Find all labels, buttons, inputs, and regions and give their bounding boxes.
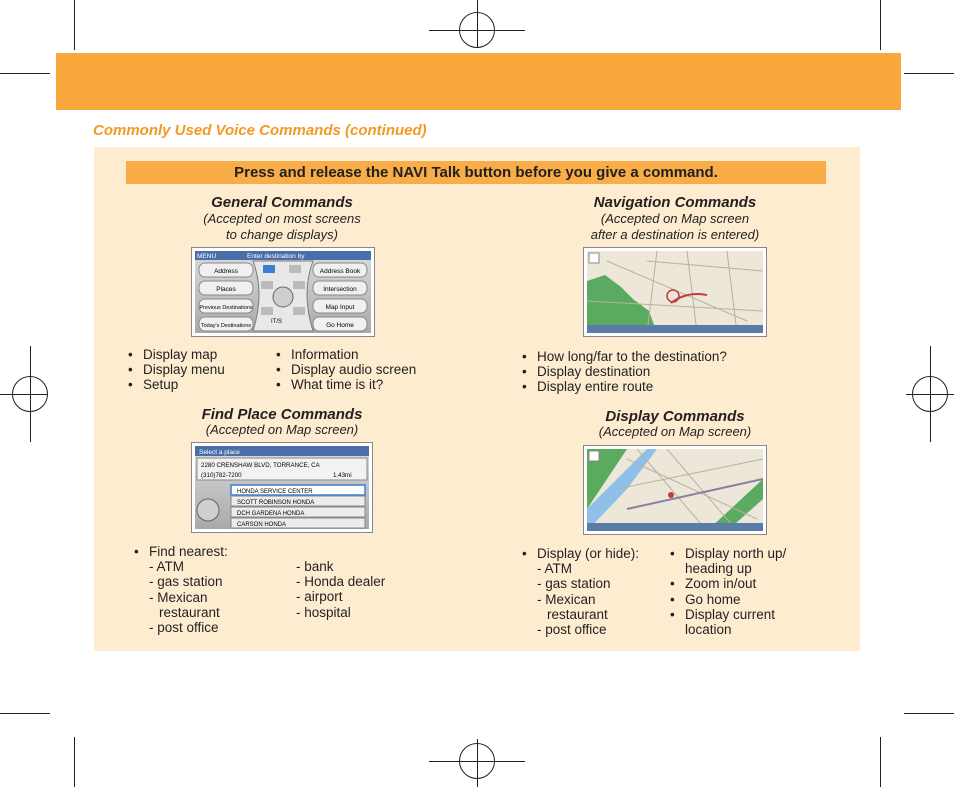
display-commands-list-left <box>522 546 662 637</box>
general-commands-title: General Commands <box>211 194 353 211</box>
navigation-commands-subtitle <box>555 211 795 243</box>
screen-prompt: Enter destination by <box>247 253 305 260</box>
list-item-text: location <box>685 622 732 638</box>
find-place-screen-illustration <box>195 446 369 529</box>
notice-bar: Press and release the NAVI Talk button before you give a command. <box>126 161 826 184</box>
list-subitem: - bank <box>296 559 334 574</box>
list-item-text: heading up <box>685 561 752 577</box>
crop-mark <box>904 73 954 74</box>
screen-button: Address <box>214 268 238 275</box>
list-item-text: Display north up/ <box>685 546 787 561</box>
crop-mark <box>880 0 881 50</box>
subtitle-line: to change displays) <box>225 227 338 242</box>
subtitle-line: after a destination is entered) <box>590 227 760 242</box>
display-map-illustration <box>587 449 763 531</box>
screen-list-item: HONDA SERVICE CENTER <box>237 489 313 495</box>
display-commands-list-right <box>670 546 820 637</box>
list-subitem: - gas station <box>537 576 611 592</box>
screen-distance: 1.43mi <box>333 472 352 479</box>
list-subitem: restaurant <box>159 604 220 620</box>
navigation-map-image <box>584 248 766 336</box>
header-banner <box>56 53 901 110</box>
list-item: • Display (or hide): <box>522 546 662 561</box>
crop-mark <box>0 73 50 74</box>
list-item: • Find nearest: <box>134 544 284 559</box>
screen-button: Previous Destinations <box>199 305 253 311</box>
general-commands-list-right <box>276 347 456 393</box>
list-subitem: - Mexican <box>537 591 596 607</box>
screen-button: Places <box>216 286 236 293</box>
list-subitem: - ATM <box>537 561 572 577</box>
list-subitem: - Honda dealer <box>296 574 386 590</box>
find-place-commands-title: Find Place Commands <box>201 406 363 423</box>
list-item <box>670 607 820 637</box>
crop-mark <box>74 737 75 787</box>
crop-mark <box>74 0 75 50</box>
list-subitem: - ATM <box>149 559 184 575</box>
list-item-text: Zoom in/out <box>685 576 757 592</box>
list-subitem: - post office <box>537 622 607 638</box>
screen-list-item: SCOTT ROBINSON HONDA <box>237 500 315 506</box>
section-title: Commonly Used Voice Commands (continued) <box>93 122 427 139</box>
subtitle-line: (Accepted on most screens <box>203 211 361 226</box>
list-item: • Display destination <box>522 364 782 379</box>
list-subitem: - hospital <box>296 604 351 620</box>
display-commands-subtitle: (Accepted on Map screen) <box>598 424 752 439</box>
list-item <box>670 576 820 591</box>
list-item: • Setup <box>128 377 268 392</box>
crop-mark <box>904 713 954 714</box>
screen-button: Intersection <box>323 286 357 293</box>
list-item: • Display map <box>128 347 268 362</box>
crop-mark <box>0 713 50 714</box>
list-item: • Information <box>276 347 456 362</box>
menu-screen-image <box>192 248 374 336</box>
list-subitem: - airport <box>296 589 343 605</box>
screen-phone: (310)782-7200 <box>201 472 242 479</box>
find-place-list-left <box>134 544 284 635</box>
list-item: • What time is it? <box>276 377 456 392</box>
list-subitem: - Mexican <box>149 589 208 605</box>
display-map-image <box>584 446 766 534</box>
navigation-commands-title: Navigation Commands <box>593 194 757 211</box>
screen-button: Today's Destinations <box>200 323 252 329</box>
list-subitem: - post office <box>149 620 219 636</box>
screen-button: Address Book <box>319 268 361 275</box>
screen-button: Go Home <box>326 322 354 329</box>
list-item: • How long/far to the destination? <box>522 349 782 364</box>
screen-list-item: CARSON HONDA <box>237 522 287 528</box>
find-place-commands-subtitle: (Accepted on Map screen) <box>205 422 359 437</box>
list-item: • Display entire route <box>522 379 782 394</box>
general-commands-list-left <box>128 347 268 393</box>
list-item: • Display menu <box>128 362 268 377</box>
navigation-map-illustration <box>587 251 763 333</box>
find-place-list-right <box>296 559 436 620</box>
screen-header: Select a place <box>199 449 240 456</box>
crop-mark <box>880 737 881 787</box>
find-place-screen-image <box>192 443 372 532</box>
navigation-commands-list <box>522 349 782 395</box>
subtitle-line: (Accepted on Map screen <box>600 211 750 226</box>
screen-button: Map Input <box>325 304 355 311</box>
screen-menu-label: MENU <box>197 253 217 260</box>
general-commands-subtitle <box>170 211 394 243</box>
menu-screen-illustration <box>195 251 371 333</box>
list-item <box>670 592 820 607</box>
list-item-text: Go home <box>685 591 741 607</box>
screen-center-label: IT/S <box>271 319 283 325</box>
screen-list-item: DCH GARDENA HONDA <box>237 511 305 517</box>
list-subitem: - gas station <box>149 574 223 590</box>
list-item-text: Display current <box>685 606 776 622</box>
screen-address: 2280 CRENSHAW BLVD, TORRANCE, CA <box>201 462 320 469</box>
list-item: • Display audio screen <box>276 362 456 377</box>
list-item <box>670 546 820 576</box>
display-commands-title: Display Commands <box>605 408 745 425</box>
list-subitem: restaurant <box>547 606 608 622</box>
